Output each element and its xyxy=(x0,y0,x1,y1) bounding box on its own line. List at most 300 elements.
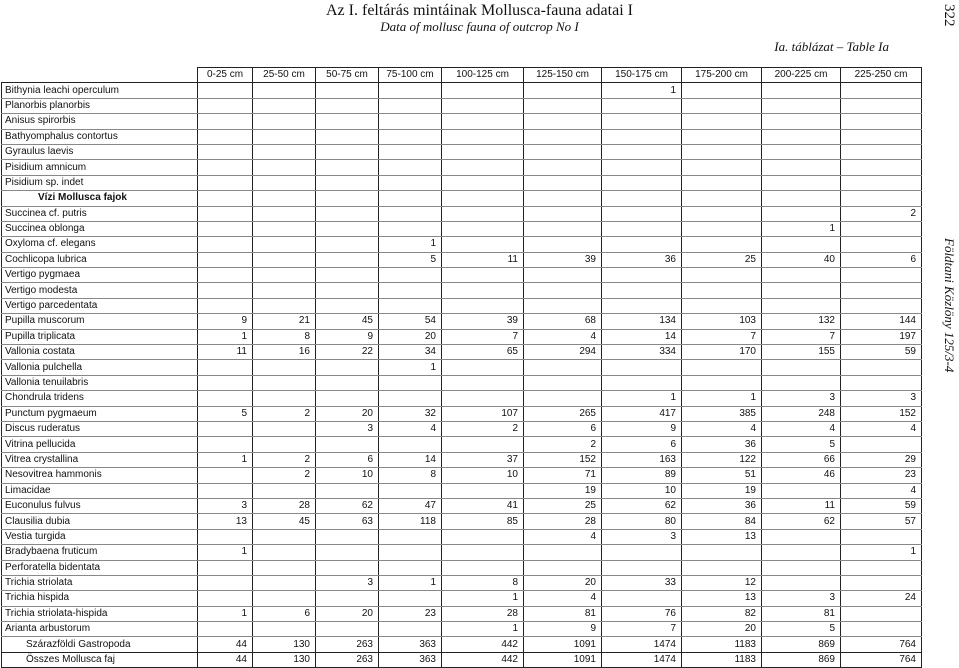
count-cell xyxy=(253,560,316,575)
count-cell xyxy=(442,298,524,313)
count-cell xyxy=(762,560,841,575)
group-row xyxy=(2,191,922,206)
species-name-cell: Cochlicopa lubrica xyxy=(2,252,198,267)
count-cell xyxy=(316,560,379,575)
count-cell xyxy=(442,221,524,236)
column-header: 175-200 cm xyxy=(682,68,762,83)
count-cell: 7 xyxy=(762,329,841,344)
count-cell xyxy=(602,360,682,375)
count-cell xyxy=(841,375,922,390)
count-cell xyxy=(198,529,253,544)
count-cell: 29 xyxy=(841,452,922,467)
count-cell xyxy=(442,160,524,175)
species-name-cell: Pupilla muscorum xyxy=(2,314,198,329)
count-cell: 130 xyxy=(253,652,316,667)
count-cell xyxy=(198,360,253,375)
species-name-cell: Vitrea crystallina xyxy=(2,452,198,467)
count-cell xyxy=(316,268,379,283)
count-cell xyxy=(682,144,762,159)
count-cell xyxy=(379,191,442,206)
count-cell xyxy=(198,298,253,313)
count-cell xyxy=(253,483,316,498)
count-cell: 442 xyxy=(442,652,524,667)
count-cell xyxy=(524,268,602,283)
count-cell: 1 xyxy=(841,545,922,560)
count-cell xyxy=(524,298,602,313)
count-cell xyxy=(253,391,316,406)
count-cell xyxy=(198,252,253,267)
count-cell: 54 xyxy=(379,314,442,329)
count-cell xyxy=(253,529,316,544)
count-cell: 44 xyxy=(198,652,253,667)
count-cell xyxy=(379,129,442,144)
count-cell: 13 xyxy=(682,591,762,606)
count-cell xyxy=(316,175,379,190)
table-row xyxy=(2,575,922,590)
species-name-cell: Trichia hispida xyxy=(2,591,198,606)
count-cell: 66 xyxy=(762,452,841,467)
count-cell: 23 xyxy=(841,468,922,483)
count-cell: 9 xyxy=(524,622,602,637)
count-cell: 36 xyxy=(602,252,682,267)
species-name-cell: Bithynia leachi operculum xyxy=(2,83,198,98)
species-name-cell: Anisus spirorbis xyxy=(2,114,198,129)
count-cell xyxy=(442,529,524,544)
count-cell xyxy=(379,529,442,544)
count-cell xyxy=(762,83,841,98)
count-cell: 7 xyxy=(602,622,682,637)
column-header: 0-25 cm xyxy=(198,68,253,83)
count-cell: 11 xyxy=(198,345,253,360)
table-row xyxy=(2,237,922,252)
count-cell: 84 xyxy=(682,514,762,529)
species-name-cell: Vízi Mollusca fajok xyxy=(2,191,198,206)
count-cell: 20 xyxy=(316,406,379,421)
count-cell: 263 xyxy=(316,652,379,667)
count-cell: 41 xyxy=(442,498,524,513)
count-cell: 59 xyxy=(841,498,922,513)
count-cell xyxy=(379,144,442,159)
count-cell: 4 xyxy=(379,421,442,436)
count-cell xyxy=(762,98,841,113)
count-cell xyxy=(198,175,253,190)
count-cell xyxy=(442,283,524,298)
count-cell xyxy=(253,283,316,298)
count-cell: 103 xyxy=(682,314,762,329)
table-row xyxy=(2,298,922,313)
count-cell xyxy=(524,114,602,129)
count-cell: 81 xyxy=(524,606,602,621)
count-cell xyxy=(762,483,841,498)
count-cell xyxy=(316,483,379,498)
count-cell xyxy=(762,175,841,190)
count-cell: 59 xyxy=(841,345,922,360)
count-cell: 4 xyxy=(682,421,762,436)
count-cell: 51 xyxy=(682,468,762,483)
count-cell xyxy=(602,206,682,221)
count-cell: 132 xyxy=(762,314,841,329)
count-cell: 2 xyxy=(253,468,316,483)
count-cell: 3 xyxy=(316,575,379,590)
count-cell xyxy=(841,160,922,175)
count-cell xyxy=(602,298,682,313)
count-cell xyxy=(762,529,841,544)
count-cell xyxy=(682,360,762,375)
count-cell: 37 xyxy=(442,452,524,467)
count-cell xyxy=(524,206,602,221)
count-cell: 2 xyxy=(524,437,602,452)
count-cell: 1 xyxy=(762,221,841,236)
table-row xyxy=(2,160,922,175)
count-cell: 20 xyxy=(379,329,442,344)
count-cell: 25 xyxy=(682,252,762,267)
table-row xyxy=(2,314,922,329)
count-cell xyxy=(379,98,442,113)
count-cell xyxy=(316,144,379,159)
count-cell: 14 xyxy=(602,329,682,344)
table-row xyxy=(2,175,922,190)
count-cell xyxy=(524,283,602,298)
count-cell xyxy=(253,268,316,283)
count-cell xyxy=(379,545,442,560)
count-cell: 5 xyxy=(762,437,841,452)
count-cell: 1 xyxy=(442,622,524,637)
count-cell xyxy=(198,221,253,236)
count-cell: 417 xyxy=(602,406,682,421)
count-cell: 118 xyxy=(379,514,442,529)
count-cell xyxy=(841,529,922,544)
count-cell: 14 xyxy=(379,452,442,467)
count-cell xyxy=(442,375,524,390)
count-cell: 442 xyxy=(442,637,524,652)
table-row xyxy=(2,437,922,452)
count-cell xyxy=(762,283,841,298)
count-cell xyxy=(682,114,762,129)
count-cell: 363 xyxy=(379,652,442,667)
count-cell xyxy=(316,622,379,637)
count-cell: 869 xyxy=(762,652,841,667)
count-cell xyxy=(602,237,682,252)
count-cell xyxy=(762,360,841,375)
count-cell xyxy=(253,83,316,98)
journal-name: Földtani Közlöny 125/3-4 xyxy=(942,238,957,373)
count-cell xyxy=(253,98,316,113)
count-cell xyxy=(524,237,602,252)
count-cell: 28 xyxy=(524,514,602,529)
count-cell: 8 xyxy=(253,329,316,344)
species-name-cell: Euconulus fulvus xyxy=(2,498,198,513)
count-cell xyxy=(841,83,922,98)
count-cell xyxy=(602,283,682,298)
count-cell xyxy=(841,98,922,113)
count-cell xyxy=(762,114,841,129)
count-cell xyxy=(316,529,379,544)
count-cell xyxy=(253,237,316,252)
count-cell xyxy=(442,191,524,206)
table-row xyxy=(2,268,922,283)
count-cell: 7 xyxy=(682,329,762,344)
column-header: 50-75 cm xyxy=(316,68,379,83)
species-name-cell: Vallonia pulchella xyxy=(2,360,198,375)
count-cell: 6 xyxy=(602,437,682,452)
table-row xyxy=(2,345,922,360)
count-cell xyxy=(602,560,682,575)
count-cell: 197 xyxy=(841,329,922,344)
count-cell xyxy=(524,560,602,575)
species-name-cell: Szárazföldi Gastropoda xyxy=(2,637,198,652)
count-cell xyxy=(198,437,253,452)
count-cell xyxy=(316,283,379,298)
table-row xyxy=(2,252,922,267)
count-cell: 20 xyxy=(524,575,602,590)
count-cell: 89 xyxy=(602,468,682,483)
count-cell xyxy=(198,98,253,113)
count-cell: 385 xyxy=(682,406,762,421)
count-cell xyxy=(762,191,841,206)
count-cell: 1091 xyxy=(524,637,602,652)
count-cell xyxy=(442,175,524,190)
count-cell: 6 xyxy=(841,252,922,267)
count-cell: 76 xyxy=(602,606,682,621)
table-row xyxy=(2,83,922,98)
count-cell xyxy=(316,375,379,390)
count-cell: 57 xyxy=(841,514,922,529)
count-cell xyxy=(841,221,922,236)
count-cell: 63 xyxy=(316,514,379,529)
count-cell: 1 xyxy=(198,606,253,621)
count-cell xyxy=(198,483,253,498)
count-cell: 47 xyxy=(379,498,442,513)
count-cell: 10 xyxy=(316,468,379,483)
count-cell: 24 xyxy=(841,591,922,606)
count-cell xyxy=(602,175,682,190)
count-cell xyxy=(602,221,682,236)
count-cell xyxy=(682,191,762,206)
count-cell xyxy=(841,606,922,621)
table-row xyxy=(2,498,922,513)
count-cell xyxy=(379,391,442,406)
count-cell: 170 xyxy=(682,345,762,360)
count-cell xyxy=(379,483,442,498)
species-name-cell: Bathyomphalus contortus xyxy=(2,129,198,144)
species-name-cell: Vallonia costata xyxy=(2,345,198,360)
count-cell: 40 xyxy=(762,252,841,267)
count-cell xyxy=(524,98,602,113)
table-row xyxy=(2,221,922,236)
count-cell xyxy=(682,545,762,560)
count-cell xyxy=(682,237,762,252)
count-cell: 1 xyxy=(602,391,682,406)
count-cell xyxy=(762,144,841,159)
count-cell xyxy=(682,375,762,390)
page-number: 322 xyxy=(941,4,957,27)
count-cell: 4 xyxy=(841,483,922,498)
count-cell xyxy=(198,283,253,298)
count-cell: 294 xyxy=(524,345,602,360)
count-cell: 1 xyxy=(379,360,442,375)
table-row xyxy=(2,329,922,344)
column-header: 125-150 cm xyxy=(524,68,602,83)
count-cell: 4 xyxy=(762,421,841,436)
count-cell xyxy=(602,114,682,129)
count-cell: 10 xyxy=(442,468,524,483)
count-cell xyxy=(316,160,379,175)
count-cell xyxy=(841,237,922,252)
count-cell xyxy=(841,560,922,575)
count-cell: 130 xyxy=(253,637,316,652)
count-cell xyxy=(253,144,316,159)
table-row xyxy=(2,545,922,560)
count-cell: 4 xyxy=(524,591,602,606)
count-cell xyxy=(841,114,922,129)
count-cell xyxy=(379,160,442,175)
species-name-cell: Vitrina pellucida xyxy=(2,437,198,452)
table-row xyxy=(2,514,922,529)
column-header-row xyxy=(2,68,922,83)
table-row xyxy=(2,206,922,221)
count-cell: 3 xyxy=(841,391,922,406)
count-cell xyxy=(253,129,316,144)
count-cell xyxy=(316,129,379,144)
count-cell xyxy=(253,421,316,436)
total-row xyxy=(2,652,922,667)
count-cell: 8 xyxy=(442,575,524,590)
count-cell: 6 xyxy=(524,421,602,436)
table-row xyxy=(2,360,922,375)
count-cell xyxy=(198,237,253,252)
count-cell xyxy=(602,129,682,144)
count-cell xyxy=(841,437,922,452)
count-cell xyxy=(762,575,841,590)
species-name-cell: Pisidium sp. indet xyxy=(2,175,198,190)
count-cell: 32 xyxy=(379,406,442,421)
count-cell xyxy=(762,268,841,283)
table-row xyxy=(2,375,922,390)
count-cell: 23 xyxy=(379,606,442,621)
count-cell xyxy=(442,437,524,452)
count-cell: 20 xyxy=(682,622,762,637)
count-cell xyxy=(602,98,682,113)
count-cell: 25 xyxy=(524,498,602,513)
count-cell xyxy=(253,545,316,560)
table-row xyxy=(2,606,922,621)
count-cell xyxy=(198,468,253,483)
count-cell xyxy=(524,391,602,406)
count-cell xyxy=(198,268,253,283)
count-cell xyxy=(841,298,922,313)
table-row xyxy=(2,468,922,483)
count-cell xyxy=(602,591,682,606)
count-cell xyxy=(442,98,524,113)
count-cell xyxy=(253,360,316,375)
count-cell xyxy=(442,483,524,498)
count-cell xyxy=(762,298,841,313)
count-cell: 39 xyxy=(524,252,602,267)
count-cell: 163 xyxy=(602,452,682,467)
count-cell xyxy=(602,375,682,390)
table-row xyxy=(2,144,922,159)
species-name-cell: Bradybaena fruticum xyxy=(2,545,198,560)
species-name-cell: Oxyloma cf. elegans xyxy=(2,237,198,252)
count-cell xyxy=(762,237,841,252)
count-cell: 16 xyxy=(253,345,316,360)
count-cell xyxy=(316,252,379,267)
count-cell xyxy=(524,129,602,144)
count-cell xyxy=(253,221,316,236)
count-cell: 21 xyxy=(253,314,316,329)
count-cell xyxy=(198,391,253,406)
count-cell xyxy=(253,175,316,190)
count-cell xyxy=(682,268,762,283)
count-cell xyxy=(379,114,442,129)
count-cell: 1 xyxy=(682,391,762,406)
count-cell: 3 xyxy=(762,591,841,606)
table-row xyxy=(2,529,922,544)
count-cell xyxy=(379,283,442,298)
count-cell: 1091 xyxy=(524,652,602,667)
count-cell xyxy=(841,129,922,144)
count-cell xyxy=(253,160,316,175)
count-cell: 122 xyxy=(682,452,762,467)
column-header: 200-225 cm xyxy=(762,68,841,83)
count-cell xyxy=(524,83,602,98)
species-name-cell: Pupilla triplicata xyxy=(2,329,198,344)
count-cell xyxy=(198,622,253,637)
count-cell xyxy=(841,283,922,298)
count-cell xyxy=(253,206,316,221)
count-cell xyxy=(198,575,253,590)
count-cell xyxy=(682,129,762,144)
count-cell: 764 xyxy=(841,652,922,667)
count-cell: 62 xyxy=(602,498,682,513)
column-header: 225-250 cm xyxy=(841,68,922,83)
count-cell: 1183 xyxy=(682,637,762,652)
table-row xyxy=(2,114,922,129)
count-cell xyxy=(602,268,682,283)
count-cell xyxy=(602,160,682,175)
count-cell xyxy=(198,560,253,575)
table-title: Az I. feltárás mintáinak Mollusca-fauna adatai I xyxy=(326,2,633,19)
count-cell xyxy=(379,268,442,283)
count-cell xyxy=(379,375,442,390)
count-cell xyxy=(253,591,316,606)
count-cell: 134 xyxy=(602,314,682,329)
table-row xyxy=(2,591,922,606)
table-body xyxy=(2,83,922,668)
count-cell: 33 xyxy=(602,575,682,590)
count-cell xyxy=(524,221,602,236)
count-cell xyxy=(524,375,602,390)
count-cell xyxy=(253,622,316,637)
count-cell: 8 xyxy=(379,468,442,483)
count-cell xyxy=(316,591,379,606)
species-name-cell: Planorbis planorbis xyxy=(2,98,198,113)
count-cell xyxy=(316,114,379,129)
count-cell: 39 xyxy=(442,314,524,329)
count-cell: 4 xyxy=(524,329,602,344)
count-cell xyxy=(198,160,253,175)
count-cell: 1474 xyxy=(602,637,682,652)
count-cell: 45 xyxy=(253,514,316,529)
count-cell: 1 xyxy=(602,83,682,98)
count-cell: 28 xyxy=(442,606,524,621)
count-cell xyxy=(524,545,602,560)
count-cell xyxy=(316,98,379,113)
count-cell xyxy=(442,237,524,252)
count-cell: 1 xyxy=(198,452,253,467)
count-cell xyxy=(682,160,762,175)
count-cell: 152 xyxy=(841,406,922,421)
